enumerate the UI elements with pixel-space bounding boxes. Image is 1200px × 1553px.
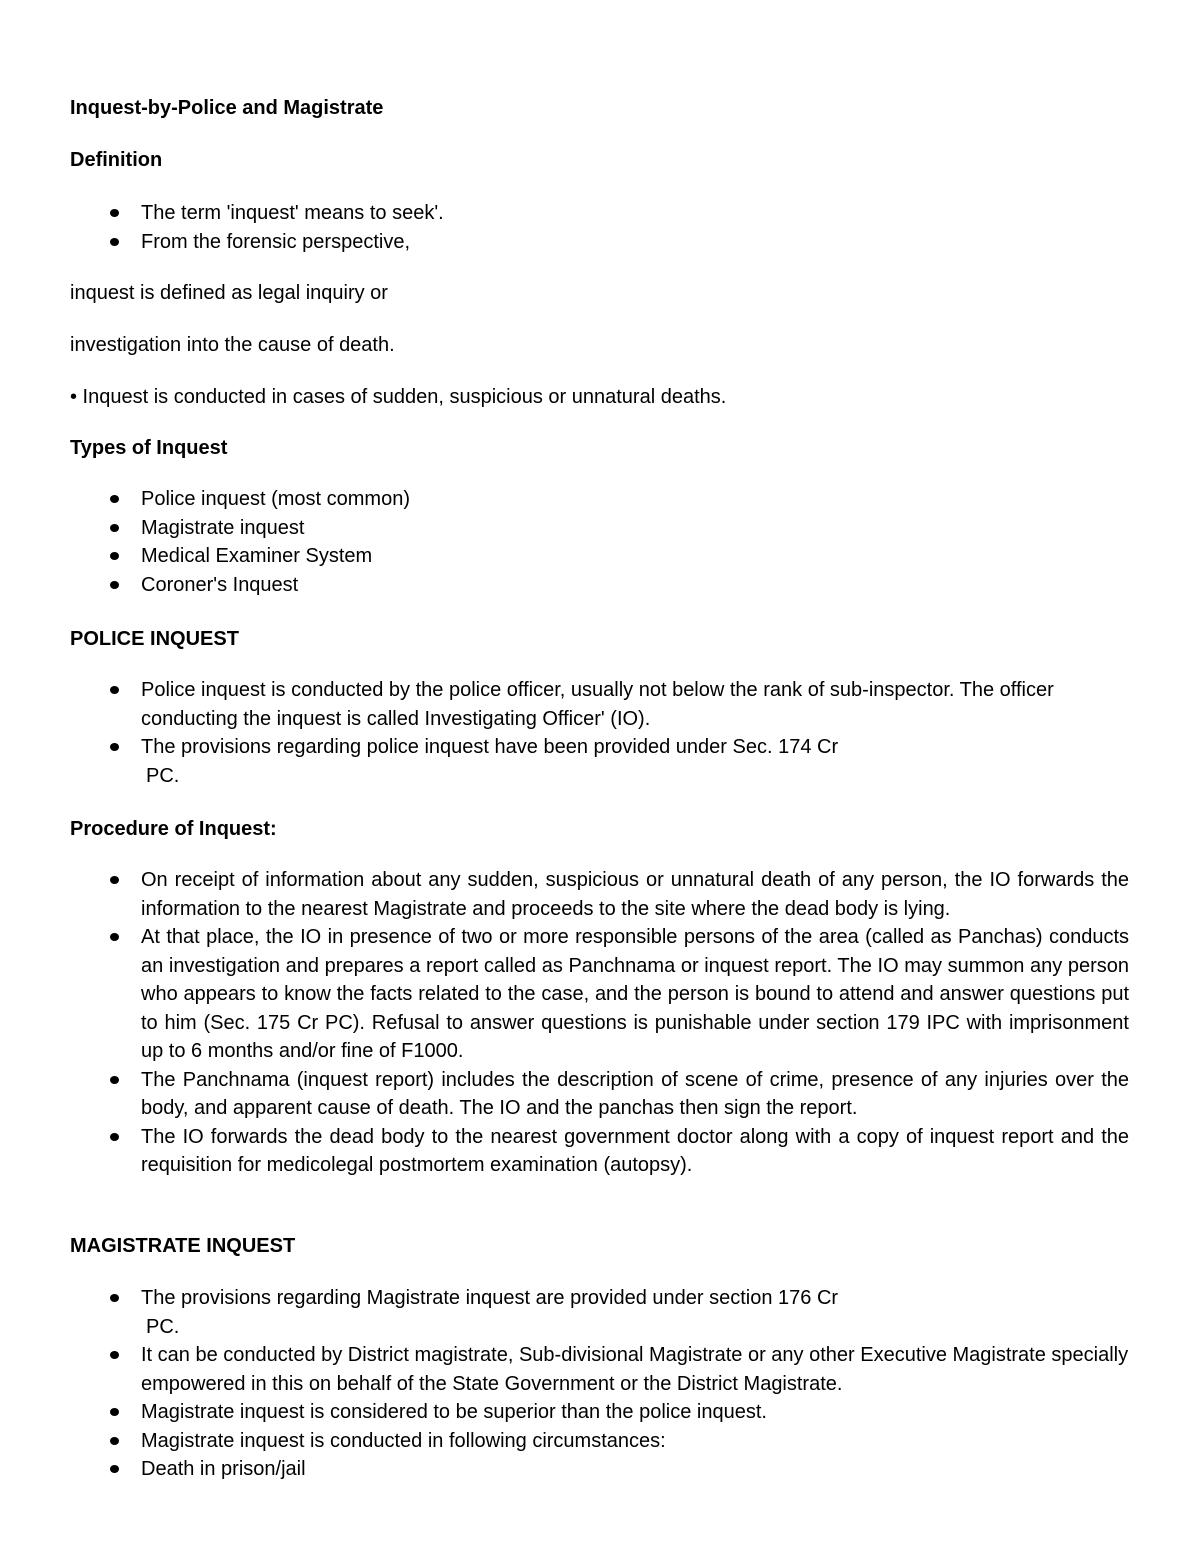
procedure-heading: Procedure of Inquest: (70, 818, 277, 840)
list-item: Police inquest is conducted by the police officer, usually not below the rank of sub-inspector. The officer conducting the inquest is called Investigating Officer' (IO). (70, 676, 1130, 733)
list-item: The IO forwards the dead body to the nearest government doctor along with a copy of inquest report and the requisition for medicolegal postmortem examination (autopsy). (70, 1123, 1130, 1180)
bullet-icon (110, 1076, 119, 1084)
list-item: The term 'inquest' means to seek'. (70, 199, 1130, 228)
definition-paragraph: inquest is defined as legal inquiry or (70, 282, 388, 304)
list-item: Magistrate inquest is conducted in following circumstances: (70, 1427, 1130, 1456)
bullet-icon (110, 1133, 119, 1141)
list-item: On receipt of information about any sudden, suspicious or unnatural death of any person, the IO forwards the information to the nearest Magistrate and proceeds to the site where the dead body is lying. (70, 866, 1130, 923)
bullet-icon (110, 1351, 119, 1359)
magistrate-inquest-heading: MAGISTRATE INQUEST (70, 1235, 296, 1257)
magistrate-inquest-list (70, 1284, 1130, 1484)
list-item: The provisions regarding Magistrate inquest are provided under section 176 Cr PC. (70, 1284, 1130, 1341)
definition-paragraph: investigation into the cause of death. (70, 334, 395, 356)
list-item: The Panchnama (inquest report) includes the description of scene of crime, presence of any injuries over the body, and apparent cause of death. The IO and the panchas then sign the report. (70, 1066, 1130, 1123)
list-item: Death in prison/jail (70, 1455, 1130, 1484)
types-heading: Types of Inquest (70, 437, 228, 459)
bullet-icon (110, 524, 119, 532)
list-item: Coroner's Inquest (70, 571, 1130, 600)
list-item: Medical Examiner System (70, 542, 1130, 571)
list-item: At that place, the IO in presence of two or more responsible persons of the area (called as Panchas) conducts an investigation and prepares a report called as Panchnama or inquest report. The IO may summon any person who appears to know the facts related to the case, and the person is bound to attend and answer questions put to him (Sec. 175 Cr PC). Refusal to answer questions is punishable under section 179 IPC with imprisonment up to 6 months and/or fine of F1000. (70, 923, 1130, 1066)
bullet-icon (110, 1465, 119, 1473)
bullet-icon (110, 743, 119, 751)
bullet-icon (110, 1408, 119, 1416)
police-inquest-list (70, 676, 1130, 790)
definition-list (70, 199, 1130, 256)
bullet-icon (110, 581, 119, 589)
document-title: Inquest-by-Police and Magistrate (70, 97, 384, 119)
types-list (70, 485, 1130, 599)
definition-heading: Definition (70, 149, 163, 171)
definition-paragraph: • Inquest is conducted in cases of sudden, suspicious or unnatural deaths. (70, 386, 727, 408)
list-item: It can be conducted by District magistrate, Sub-divisional Magistrate or any other Executive Magistrate specially empowered in this on behalf of the State Government or the District Magistrate. (70, 1341, 1130, 1398)
bullet-icon (110, 1437, 119, 1445)
bullet-icon (110, 933, 119, 941)
list-item: Magistrate inquest (70, 514, 1130, 543)
bullet-icon (110, 209, 119, 217)
bullet-icon (110, 686, 119, 694)
list-item: From the forensic perspective, (70, 228, 1130, 257)
list-item: Magistrate inquest is considered to be superior than the police inquest. (70, 1398, 1130, 1427)
list-item: The provisions regarding police inquest have been provided under Sec. 174 Cr PC. (70, 733, 1130, 790)
police-inquest-heading: POLICE INQUEST (70, 628, 239, 650)
bullet-icon (110, 876, 119, 884)
bullet-icon (110, 238, 119, 246)
bullet-icon (110, 495, 119, 503)
bullet-icon (110, 1294, 119, 1302)
list-item: Police inquest (most common) (70, 485, 1130, 514)
procedure-list (70, 866, 1130, 1180)
bullet-icon (110, 552, 119, 560)
